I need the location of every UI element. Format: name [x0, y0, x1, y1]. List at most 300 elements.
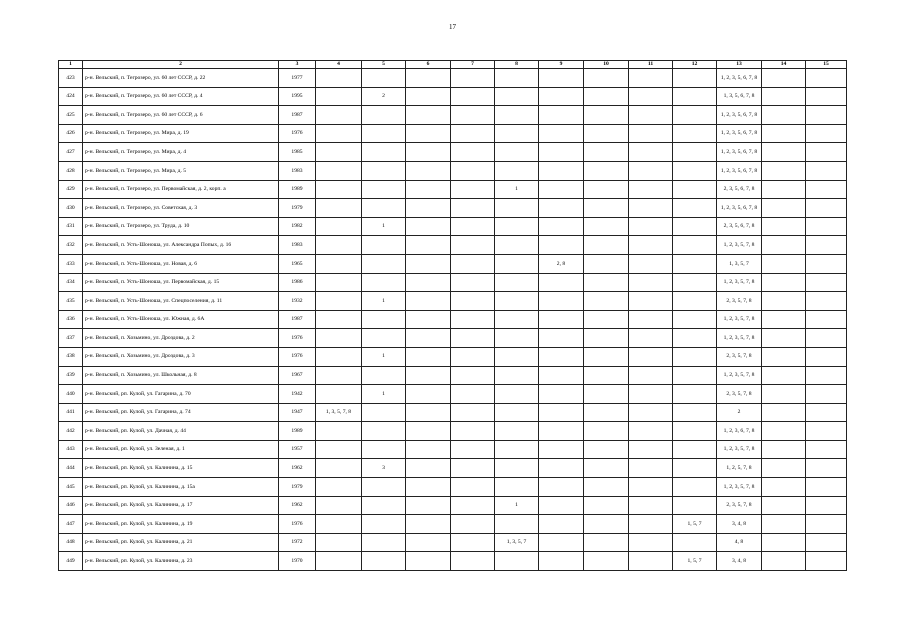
col-11-cell: [629, 403, 673, 422]
table-row: [59, 496, 847, 515]
col-6-cell: [406, 236, 451, 255]
col-7-cell: [451, 459, 495, 478]
col-12-cell: [673, 69, 717, 88]
column-header-7: 7: [451, 61, 495, 69]
col-7-cell: [451, 496, 495, 515]
col-6-cell: [406, 199, 451, 218]
table-row: [59, 161, 847, 180]
row-number-cell: 446: [59, 496, 83, 515]
col-12-cell: [673, 478, 717, 497]
table-row: [59, 515, 847, 534]
col-12-cell: [673, 385, 717, 404]
col-5-cell: [362, 254, 406, 273]
col-5-cell: [362, 273, 406, 292]
col-4-cell: [316, 199, 362, 218]
year-cell: 1979: [279, 478, 316, 497]
col-11-cell: [629, 329, 673, 348]
col-13-cell: 1, 2, 3, 5, 7, 8: [717, 310, 762, 329]
table-row: [59, 217, 847, 236]
column-header-2: 2: [83, 61, 279, 69]
year-cell: 1995: [279, 87, 316, 106]
col-9-cell: [539, 236, 584, 255]
table-row: [59, 459, 847, 478]
address-cell: р-н. Вельский, рп. Кулой, ул. Гагарина, д. 74: [83, 403, 279, 422]
col-10-cell: [584, 496, 629, 515]
col-12-cell: [673, 199, 717, 218]
table-row: [59, 329, 847, 348]
col-14-cell: [762, 329, 806, 348]
table-row: [59, 124, 847, 143]
col-5-cell: [362, 161, 406, 180]
col-12-cell: [673, 329, 717, 348]
table-row: [59, 310, 847, 329]
col-12-cell: [673, 292, 717, 311]
col-10-cell: [584, 254, 629, 273]
col-11-cell: [629, 366, 673, 385]
col-15-cell: [806, 292, 847, 311]
col-12-cell: [673, 366, 717, 385]
col-10-cell: [584, 273, 629, 292]
col-12-cell: [673, 347, 717, 366]
col-4-cell: [316, 496, 362, 515]
col-15-cell: [806, 254, 847, 273]
year-cell: 1976: [279, 347, 316, 366]
address-cell: р-н. Вельский, п. Тегрозеро, ул. Труда, д. 10: [83, 217, 279, 236]
row-number-cell: 437: [59, 329, 83, 348]
col-8-cell: [495, 217, 539, 236]
col-5-cell: 1: [362, 217, 406, 236]
col-10-cell: [584, 478, 629, 497]
col-6-cell: [406, 69, 451, 88]
col-15-cell: [806, 273, 847, 292]
col-12-cell: [673, 180, 717, 199]
col-15-cell: [806, 161, 847, 180]
col-15-cell: [806, 552, 847, 571]
col-10-cell: [584, 422, 629, 441]
col-13-cell: 1, 2, 3, 6, 7, 8: [717, 422, 762, 441]
col-10-cell: [584, 329, 629, 348]
col-8-cell: [495, 106, 539, 125]
col-6-cell: [406, 310, 451, 329]
col-13-cell: 1, 2, 3, 5, 7, 8: [717, 273, 762, 292]
col-9-cell: [539, 161, 584, 180]
col-10-cell: [584, 515, 629, 534]
row-number-cell: 434: [59, 273, 83, 292]
row-number-cell: 425: [59, 106, 83, 125]
col-5-cell: [362, 329, 406, 348]
col-12-cell: [673, 143, 717, 162]
col-12-cell: [673, 217, 717, 236]
col-11-cell: [629, 273, 673, 292]
col-5-cell: [362, 180, 406, 199]
col-10-cell: [584, 143, 629, 162]
col-15-cell: [806, 347, 847, 366]
table-row: [59, 143, 847, 162]
col-13-cell: 2, 3, 5, 7, 8: [717, 385, 762, 404]
col-6-cell: [406, 478, 451, 497]
table-body: [59, 69, 847, 571]
col-13-cell: 2, 3, 5, 7, 8: [717, 292, 762, 311]
col-11-cell: [629, 124, 673, 143]
col-6-cell: [406, 161, 451, 180]
row-number-cell: 441: [59, 403, 83, 422]
col-4-cell: [316, 273, 362, 292]
address-cell: р-н. Вельский, рп. Кулой, ул. Зеленая, д. 1: [83, 440, 279, 459]
col-10-cell: [584, 403, 629, 422]
column-header-14: 14: [762, 61, 806, 69]
col-7-cell: [451, 143, 495, 162]
col-7-cell: [451, 273, 495, 292]
col-10-cell: [584, 310, 629, 329]
col-15-cell: [806, 403, 847, 422]
col-5-cell: [362, 310, 406, 329]
col-6-cell: [406, 459, 451, 478]
col-12-cell: [673, 236, 717, 255]
col-4-cell: [316, 459, 362, 478]
col-11-cell: [629, 422, 673, 441]
table-row: [59, 440, 847, 459]
col-14-cell: [762, 552, 806, 571]
year-cell: 1965: [279, 254, 316, 273]
address-cell: р-н. Вельский, рп. Кулой, ул. Калинина, д. 19: [83, 515, 279, 534]
col-15-cell: [806, 199, 847, 218]
column-header-15: 15: [806, 61, 847, 69]
col-14-cell: [762, 69, 806, 88]
col-5-cell: [362, 199, 406, 218]
table-row: [59, 478, 847, 497]
column-header-1: 1: [59, 61, 83, 69]
col-5-cell: [362, 533, 406, 552]
row-number-cell: 442: [59, 422, 83, 441]
col-5-cell: [362, 422, 406, 441]
table-row: [59, 533, 847, 552]
col-13-cell: 2, 3, 5, 6, 7, 8: [717, 217, 762, 236]
col-13-cell: 4, 8: [717, 533, 762, 552]
col-11-cell: [629, 347, 673, 366]
col-6-cell: [406, 124, 451, 143]
address-cell: р-н. Вельский, рп. Кулой, ул. Калинина, д. 21: [83, 533, 279, 552]
col-11-cell: [629, 310, 673, 329]
col-4-cell: [316, 217, 362, 236]
year-cell: 1976: [279, 329, 316, 348]
col-8-cell: [495, 161, 539, 180]
column-header-6: 6: [406, 61, 451, 69]
row-number-cell: 447: [59, 515, 83, 534]
col-4-cell: [316, 69, 362, 88]
col-14-cell: [762, 143, 806, 162]
row-number-cell: 426: [59, 124, 83, 143]
col-8-cell: [495, 292, 539, 311]
col-14-cell: [762, 236, 806, 255]
col-14-cell: [762, 533, 806, 552]
col-14-cell: [762, 385, 806, 404]
year-cell: 1947: [279, 403, 316, 422]
col-8-cell: [495, 366, 539, 385]
row-number-cell: 444: [59, 459, 83, 478]
row-number-cell: 428: [59, 161, 83, 180]
address-cell: р-н. Вельский, п. Тегрозеро, ул. Мира, д. 5: [83, 161, 279, 180]
col-7-cell: [451, 478, 495, 497]
col-13-cell: 1, 2, 3, 5, 6, 7, 8: [717, 69, 762, 88]
col-7-cell: [451, 254, 495, 273]
col-4-cell: [316, 87, 362, 106]
row-number-cell: 430: [59, 199, 83, 218]
col-4-cell: [316, 143, 362, 162]
table-row: [59, 236, 847, 255]
col-10-cell: [584, 385, 629, 404]
col-5-cell: [362, 106, 406, 125]
col-5-cell: [362, 69, 406, 88]
address-cell: р-н. Вельский, рп. Кулой, ул. Дачная, д. 44: [83, 422, 279, 441]
address-cell: р-н. Вельский, п. Тегрозеро, ул. Мира, д. 4: [83, 143, 279, 162]
col-9-cell: [539, 366, 584, 385]
address-cell: р-н. Вельский, п. Тегрозеро, ул. Советская, д. 3: [83, 199, 279, 218]
table-row: [59, 254, 847, 273]
col-14-cell: [762, 199, 806, 218]
address-cell: р-н. Вельский, п. Усть-Шоноша, ул. Первомайская, д. 15: [83, 273, 279, 292]
address-cell: р-н. Вельский, п. Усть-Шоноша, ул. Новая, д. 6: [83, 254, 279, 273]
col-9-cell: [539, 515, 584, 534]
col-4-cell: [316, 329, 362, 348]
col-9-cell: [539, 533, 584, 552]
col-14-cell: [762, 459, 806, 478]
col-13-cell: 2: [717, 403, 762, 422]
row-number-cell: 443: [59, 440, 83, 459]
column-header-12: 12: [673, 61, 717, 69]
col-4-cell: [316, 161, 362, 180]
col-7-cell: [451, 533, 495, 552]
address-cell: р-н. Вельский, п. Хозьмино, ул. Дроздова, д. 3: [83, 347, 279, 366]
row-number-cell: 440: [59, 385, 83, 404]
col-15-cell: [806, 87, 847, 106]
col-13-cell: 1, 2, 3, 5, 7, 8: [717, 366, 762, 385]
col-7-cell: [451, 310, 495, 329]
address-cell: р-н. Вельский, п. Усть-Шоноша, ул. Александра Попых, д. 16: [83, 236, 279, 255]
table-row: [59, 273, 847, 292]
row-number-cell: 449: [59, 552, 83, 571]
col-11-cell: [629, 254, 673, 273]
col-13-cell: 1, 2, 3, 5, 6, 7, 8: [717, 143, 762, 162]
col-10-cell: [584, 292, 629, 311]
col-4-cell: [316, 347, 362, 366]
col-5-cell: 1: [362, 347, 406, 366]
col-14-cell: [762, 273, 806, 292]
col-8-cell: [495, 329, 539, 348]
address-cell: р-н. Вельский, рп. Кулой, ул. Калинина, д. 15: [83, 459, 279, 478]
col-6-cell: [406, 366, 451, 385]
col-13-cell: 3, 4, 8: [717, 552, 762, 571]
col-7-cell: [451, 515, 495, 534]
table-row: [59, 180, 847, 199]
table-row: [59, 87, 847, 106]
col-7-cell: [451, 180, 495, 199]
col-12-cell: 1, 5, 7: [673, 515, 717, 534]
col-6-cell: [406, 87, 451, 106]
col-9-cell: [539, 459, 584, 478]
col-12-cell: [673, 533, 717, 552]
col-9-cell: [539, 347, 584, 366]
table-row: [59, 552, 847, 571]
table-row: [59, 199, 847, 218]
column-header-9: 9: [539, 61, 584, 69]
col-8-cell: [495, 347, 539, 366]
col-14-cell: [762, 87, 806, 106]
year-cell: 1987: [279, 310, 316, 329]
col-10-cell: [584, 459, 629, 478]
col-7-cell: [451, 161, 495, 180]
col-14-cell: [762, 366, 806, 385]
col-13-cell: 1, 2, 3, 5, 6, 7, 8: [717, 106, 762, 125]
row-number-cell: 448: [59, 533, 83, 552]
col-15-cell: [806, 329, 847, 348]
col-11-cell: [629, 199, 673, 218]
col-9-cell: [539, 403, 584, 422]
col-10-cell: [584, 440, 629, 459]
page-number: 17: [449, 23, 456, 31]
col-6-cell: [406, 440, 451, 459]
year-cell: 1985: [279, 143, 316, 162]
col-9-cell: [539, 199, 584, 218]
col-10-cell: [584, 180, 629, 199]
col-5-cell: [362, 552, 406, 571]
col-10-cell: [584, 87, 629, 106]
table-row: [59, 292, 847, 311]
col-12-cell: [673, 273, 717, 292]
col-14-cell: [762, 106, 806, 125]
col-10-cell: [584, 366, 629, 385]
col-15-cell: [806, 422, 847, 441]
col-5-cell: [362, 515, 406, 534]
year-cell: 1942: [279, 385, 316, 404]
row-number-cell: 445: [59, 478, 83, 497]
col-13-cell: 1, 3, 5, 7: [717, 254, 762, 273]
col-14-cell: [762, 124, 806, 143]
col-4-cell: [316, 254, 362, 273]
col-8-cell: 1, 3, 5, 7: [495, 533, 539, 552]
col-11-cell: [629, 87, 673, 106]
col-6-cell: [406, 552, 451, 571]
col-13-cell: 1, 2, 3, 5, 7, 8: [717, 440, 762, 459]
col-11-cell: [629, 161, 673, 180]
col-11-cell: [629, 459, 673, 478]
col-11-cell: [629, 440, 673, 459]
col-8-cell: 1: [495, 180, 539, 199]
col-7-cell: [451, 366, 495, 385]
col-13-cell: 2, 3, 5, 6, 7, 8: [717, 180, 762, 199]
year-cell: 1976: [279, 515, 316, 534]
col-5-cell: [362, 478, 406, 497]
col-11-cell: [629, 217, 673, 236]
col-4-cell: 1, 3, 5, 7, 8: [316, 403, 362, 422]
year-cell: 1962: [279, 459, 316, 478]
address-cell: р-н. Вельский, п. Усть-Шоноша, ул. Южная, д. 6А: [83, 310, 279, 329]
year-cell: 1983: [279, 236, 316, 255]
col-5-cell: 3: [362, 459, 406, 478]
col-8-cell: [495, 124, 539, 143]
col-7-cell: [451, 329, 495, 348]
col-4-cell: [316, 106, 362, 125]
col-4-cell: [316, 478, 362, 497]
column-header-8: 8: [495, 61, 539, 69]
col-8-cell: [495, 273, 539, 292]
col-6-cell: [406, 106, 451, 125]
col-11-cell: [629, 69, 673, 88]
col-6-cell: [406, 254, 451, 273]
col-9-cell: [539, 496, 584, 515]
col-7-cell: [451, 552, 495, 571]
col-4-cell: [316, 124, 362, 143]
table-row: [59, 69, 847, 88]
col-15-cell: [806, 236, 847, 255]
col-9-cell: [539, 273, 584, 292]
col-9-cell: [539, 329, 584, 348]
col-15-cell: [806, 459, 847, 478]
col-13-cell: 2, 3, 5, 7, 8: [717, 496, 762, 515]
year-cell: 1962: [279, 496, 316, 515]
col-6-cell: [406, 217, 451, 236]
col-10-cell: [584, 552, 629, 571]
col-13-cell: 1, 2, 3, 5, 7, 8: [717, 236, 762, 255]
col-8-cell: [495, 254, 539, 273]
year-cell: 1989: [279, 180, 316, 199]
col-6-cell: [406, 292, 451, 311]
col-14-cell: [762, 254, 806, 273]
col-15-cell: [806, 124, 847, 143]
col-5-cell: [362, 143, 406, 162]
col-6-cell: [406, 347, 451, 366]
year-cell: 1957: [279, 440, 316, 459]
col-5-cell: [362, 440, 406, 459]
row-number-cell: 432: [59, 236, 83, 255]
col-12-cell: [673, 161, 717, 180]
row-number-cell: 438: [59, 347, 83, 366]
col-8-cell: [495, 459, 539, 478]
col-8-cell: 1: [495, 496, 539, 515]
col-11-cell: [629, 496, 673, 515]
col-8-cell: [495, 403, 539, 422]
table-row: [59, 422, 847, 441]
address-cell: р-н. Вельский, п. Усть-Шоноша, ул. Спецпоселения, д. 11: [83, 292, 279, 311]
address-cell: р-н. Вельский, п. Хозьмино, ул. Школьная, д. 8: [83, 366, 279, 385]
year-cell: 1976: [279, 124, 316, 143]
col-11-cell: [629, 478, 673, 497]
col-12-cell: [673, 440, 717, 459]
col-9-cell: [539, 217, 584, 236]
col-14-cell: [762, 515, 806, 534]
col-9-cell: [539, 440, 584, 459]
col-9-cell: [539, 292, 584, 311]
col-4-cell: [316, 515, 362, 534]
col-14-cell: [762, 422, 806, 441]
col-8-cell: [495, 440, 539, 459]
column-header-5: 5: [362, 61, 406, 69]
col-4-cell: [316, 292, 362, 311]
col-14-cell: [762, 292, 806, 311]
col-9-cell: [539, 385, 584, 404]
col-12-cell: [673, 310, 717, 329]
register-table: [58, 60, 847, 571]
col-5-cell: [362, 124, 406, 143]
col-5-cell: 1: [362, 385, 406, 404]
row-number-cell: 423: [59, 69, 83, 88]
col-6-cell: [406, 422, 451, 441]
col-12-cell: [673, 254, 717, 273]
table-row: [59, 385, 847, 404]
col-7-cell: [451, 403, 495, 422]
col-15-cell: [806, 533, 847, 552]
address-cell: р-н. Вельский, рп. Кулой, ул. Гагарина, д. 70: [83, 385, 279, 404]
address-cell: р-н. Вельский, п. Тегрозеро, ул. 60 лет СССР, д. 6: [83, 106, 279, 125]
